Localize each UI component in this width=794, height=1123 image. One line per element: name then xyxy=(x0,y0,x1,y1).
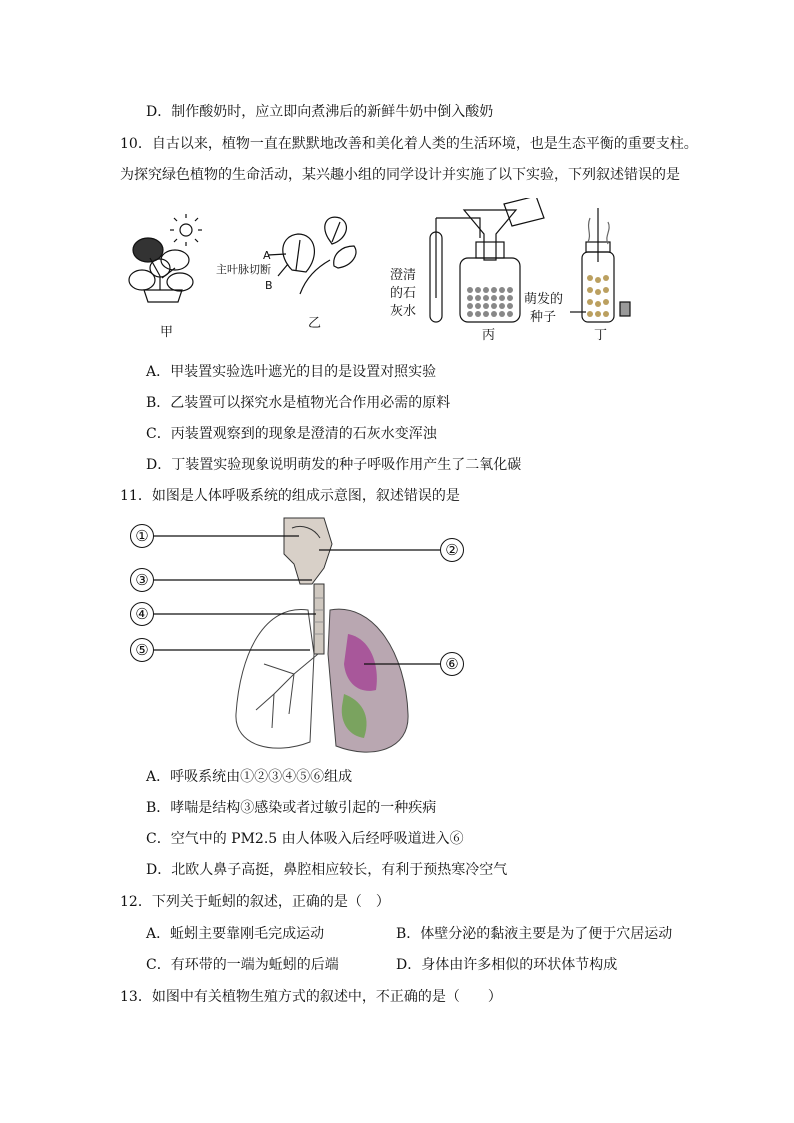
q12-option-a: A．蚯蚓主要靠刚毛完成运动 xyxy=(146,926,325,942)
sun-icon xyxy=(170,214,202,246)
q10-option-c: C．丙装置观察到的现象是澄清的石灰水变浑浊 xyxy=(146,426,437,442)
q11-option-c: C．空气中的 PM2.5 由人体吸入后经呼吸道进入⑥ xyxy=(146,831,464,847)
respiratory-system-drawing xyxy=(124,514,474,760)
q13-stem: 13．如图中有关植物生殖方式的叙述中，不正确的是（ ） xyxy=(120,989,502,1005)
fig10-limewater-line-2: 的石 xyxy=(390,286,417,301)
q10-option-d: D．丁装置实验现象说明萌发的种子呼吸作用产生了二氧化碳 xyxy=(146,457,522,473)
fig10-label-a: A xyxy=(263,249,271,262)
q11-option-b: B．哮喘是结构③感染或者过敏引起的一种疾病 xyxy=(146,800,437,816)
q9-option-d: D．制作酸奶时，应立即向煮沸后的新鲜牛奶中倒入酸奶 xyxy=(146,104,494,120)
left-lung-icon xyxy=(236,610,318,749)
head-section-icon xyxy=(284,518,332,584)
marker-3: ③ xyxy=(130,568,154,592)
respiratory-system-figure xyxy=(124,514,474,760)
q10-experiment-figure xyxy=(120,198,640,348)
q12-option-d: D．身体由许多相似的环状体节构成 xyxy=(396,957,618,973)
q11-stem: 11．如图是人体呼吸系统的组成示意图，叙述错误的是 xyxy=(120,488,460,504)
fig10-label-b: B xyxy=(265,279,273,292)
q11-option-d: D．北欧人鼻子高挺，鼻腔相应较长，有利于预热寒冷空气 xyxy=(146,862,508,878)
potted-plant-icon xyxy=(129,238,193,302)
fig10-limewater-line-3: 灰水 xyxy=(390,304,417,319)
marker-2: ② xyxy=(440,538,464,562)
fig10-label-bing: 丙 xyxy=(482,328,496,343)
q10-stem-line-2: 为探究绿色植物的生命活动，某兴趣小组的同学设计并实施了以下实验，下列叙述错误的是 xyxy=(120,167,680,183)
marker-5: ⑤ xyxy=(130,638,154,662)
q12-option-b: B．体壁分泌的黏液主要是为了便于穴居运动 xyxy=(396,926,673,942)
fig10-label-ding: 丁 xyxy=(594,328,608,343)
fig10-seeds-line-2: 种子 xyxy=(530,310,557,325)
fig10-label-yi: 乙 xyxy=(308,316,322,331)
seed-jar-icon xyxy=(570,208,630,322)
marker-6: ⑥ xyxy=(440,652,464,676)
q10-stem-line-1: 10．自古以来，植物一直在默默地改善和美化着人类的生活环境，也是生态平衡的重要支柱。 xyxy=(120,136,698,152)
fig10-seeds-line-1: 萌发的 xyxy=(524,292,564,307)
q10-option-b: B．乙装置可以探究水是植物光合作用必需的原料 xyxy=(146,395,451,411)
fig10-limewater-line-1: 澄清 xyxy=(390,268,417,283)
fig10-label-jia: 甲 xyxy=(160,325,174,340)
q10-option-a: A．甲装置实验选叶遮光的目的是设置对照实验 xyxy=(146,364,437,380)
q10-figure-drawing xyxy=(120,198,640,348)
right-lung-icon xyxy=(328,609,408,752)
marker-1: ① xyxy=(130,524,154,548)
q12-option-c: C．有环带的一端为蚯蚓的后端 xyxy=(146,957,339,973)
marker-4: ④ xyxy=(130,602,154,626)
q12-stem: 12．下列关于蚯蚓的叙述，正确的是（ ） xyxy=(120,894,390,910)
q11-option-a: A．呼吸系统由①②③④⑤⑥组成 xyxy=(146,769,353,785)
fig10-label-cut: 主叶脉切断 xyxy=(216,263,271,276)
leaf-branch-icon xyxy=(268,217,356,294)
